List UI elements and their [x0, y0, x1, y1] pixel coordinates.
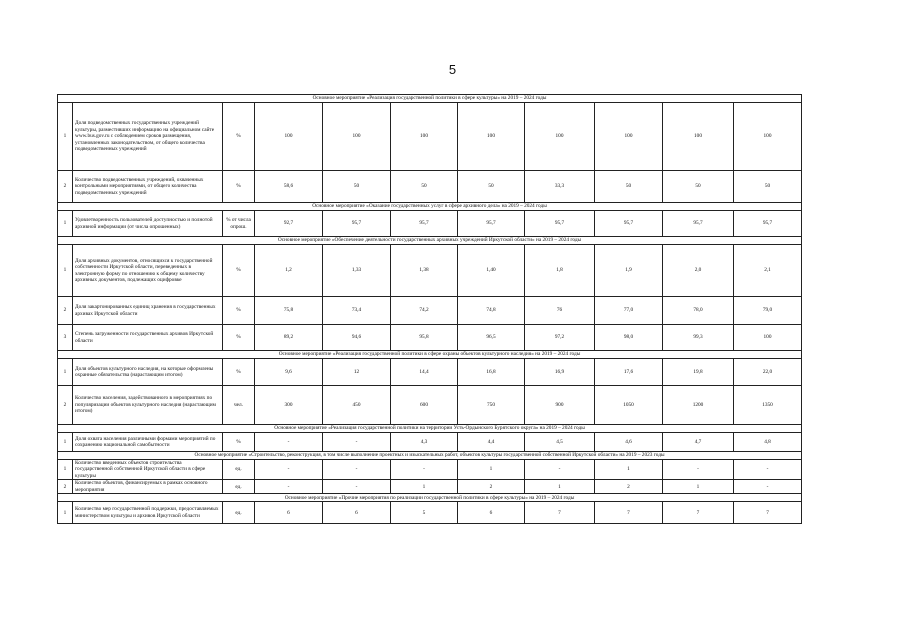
indicator-name: Количество населения, задействованного в мероприятиях по популяризации объектов культурного наследия (нарастающим итогом) [73, 386, 223, 425]
indicator-value: 95,7 [323, 211, 391, 237]
indicator-value: 89,2 [255, 325, 323, 351]
page-number: 5 [448, 62, 457, 77]
row-number: 2 [58, 386, 73, 425]
indicator-unit: % [223, 171, 255, 203]
table-row [58, 325, 802, 351]
indicator-name: Доля охвата населения различными формами мероприятий по сохранению национальной самобытности [73, 433, 223, 452]
indicator-value: 92,7 [255, 211, 323, 237]
indicator-name: Количество мер государственной поддержки, предоставляемых министерством культуры и архивов Иркутской области [73, 502, 223, 524]
indicator-name: Степень загруженности государственных архивов Иркутской области [73, 325, 223, 351]
indicator-value: 78,0 [663, 297, 734, 325]
indicator-value: 73,4 [323, 297, 391, 325]
section-title: Основное мероприятие «Оказание государственных услуг в сфере архивного дела» на 2019 – 2024 годы [58, 203, 802, 211]
indicator-unit: чел. [223, 386, 255, 425]
indicator-value: 4,8 [734, 433, 802, 452]
section-title: Основное мероприятие «Реализация государственной политики в сфере охраны объектов культурного наследия» на 2019 – 2024 годы [58, 351, 802, 359]
indicator-value: 97,2 [525, 325, 595, 351]
indicator-name: Количество введенных объектов строительства государственной собственной Иркутской области в сфере культуры [73, 460, 223, 480]
row-number: 3 [58, 325, 73, 351]
indicator-value: - [663, 460, 734, 480]
indicator-value: 33,3 [525, 171, 595, 203]
indicator-value: 5 [391, 502, 458, 524]
indicator-value: 76 [525, 297, 595, 325]
indicators-table-body [58, 95, 802, 524]
indicator-value: 1 [663, 480, 734, 494]
indicator-value: 58,6 [255, 171, 323, 203]
indicator-value: 6 [458, 502, 525, 524]
indicator-unit: % [223, 103, 255, 171]
indicator-value: 100 [255, 103, 323, 171]
indicator-value: 77,0 [595, 297, 663, 325]
indicator-value: 1 [458, 460, 525, 480]
indicator-value: 1,8 [525, 245, 595, 297]
indicator-value: 600 [391, 386, 458, 425]
table-row [58, 297, 802, 325]
indicator-value: 4,3 [391, 433, 458, 452]
indicator-value: 9,6 [255, 359, 323, 386]
table-row [58, 480, 802, 494]
row-number: 1 [58, 211, 73, 237]
indicator-value: 95,7 [525, 211, 595, 237]
indicator-value: 1050 [595, 386, 663, 425]
indicator-value: 450 [323, 386, 391, 425]
indicator-value: 94,6 [323, 325, 391, 351]
indicator-value: 300 [255, 386, 323, 425]
indicator-value: 100 [458, 103, 525, 171]
indicator-value: - [391, 460, 458, 480]
indicator-value: 50 [663, 171, 734, 203]
indicator-value: 75,8 [255, 297, 323, 325]
row-number: 1 [58, 502, 73, 524]
indicator-value: 1 [391, 480, 458, 494]
indicator-value: 95,7 [595, 211, 663, 237]
indicator-value: 2,0 [663, 245, 734, 297]
indicator-value: 100 [525, 103, 595, 171]
indicator-value: 50 [595, 171, 663, 203]
indicator-name: Доля подведомственных государственных учреждений культуры, разместивших информацию на официальном сайте www.bus.gov.ru с соблюдением сроков размещения, установленных законодательством, от общего количества подведомственных учреждений [73, 103, 223, 171]
table-row [58, 386, 802, 425]
indicator-value: 750 [458, 386, 525, 425]
indicator-unit: % [223, 297, 255, 325]
row-number: 2 [58, 480, 73, 494]
indicator-value: 1 [595, 460, 663, 480]
indicator-value: 100 [734, 325, 802, 351]
indicator-unit: % [223, 359, 255, 386]
indicator-value: 95,7 [458, 211, 525, 237]
row-number: 1 [58, 103, 73, 171]
indicator-value: 74,8 [458, 297, 525, 325]
section-title: Основное мероприятие «Реализация государственной политики на территории Усть-Ордынского Бурятского округа» на 2019 – 2024 годы [58, 425, 802, 433]
table-row [58, 245, 802, 297]
indicator-value: 1,2 [255, 245, 323, 297]
row-number: 1 [58, 433, 73, 452]
row-number: 1 [58, 245, 73, 297]
row-number: 1 [58, 460, 73, 480]
indicator-value: 16,8 [458, 359, 525, 386]
table-row [58, 103, 802, 171]
indicator-name: Удовлетворенность пользователей доступностью и полнотой архивной информации (от числа опрошенных) [73, 211, 223, 237]
indicator-value: 100 [323, 103, 391, 171]
indicator-value: 50 [734, 171, 802, 203]
indicator-value: 7 [525, 502, 595, 524]
section-header-row [58, 237, 802, 245]
indicator-value: 7 [595, 502, 663, 524]
table-row [58, 359, 802, 386]
indicator-value: - [323, 433, 391, 452]
row-number: 2 [58, 171, 73, 203]
indicator-value: 1200 [663, 386, 734, 425]
table-row [58, 433, 802, 452]
indicator-name: Количество объектов, финансируемых в рамках основного мероприятия [73, 480, 223, 494]
indicator-value: 4,5 [525, 433, 595, 452]
indicator-value: 100 [595, 103, 663, 171]
section-title: Основное мероприятие «Строительство, реконструкция, в том числе выполнение проектных и изыскательных работ, объектов культуры государственной собственной Иркутской области» на 2019 – 2023 годы [58, 452, 802, 460]
indicator-unit: ед. [223, 460, 255, 480]
indicator-unit: % [223, 433, 255, 452]
indicator-value: 4,7 [663, 433, 734, 452]
indicator-value: - [734, 480, 802, 494]
indicator-value: 79,0 [734, 297, 802, 325]
indicator-value: - [734, 460, 802, 480]
indicator-value: 98,0 [595, 325, 663, 351]
indicator-value: 1,33 [323, 245, 391, 297]
section-title: Основное мероприятие «Реализация государственной политики в сфере культуры» на 2019 – 2024 годы [58, 95, 802, 103]
indicator-value: 12 [323, 359, 391, 386]
indicator-value: 96,5 [458, 325, 525, 351]
indicator-value: 22,0 [734, 359, 802, 386]
section-title: Основное мероприятие «Прочие мероприятия по реализации государственной политики в сфере культуры» на 2019 – 2024 годы [58, 494, 802, 502]
section-header-row [58, 494, 802, 502]
indicator-value: 100 [663, 103, 734, 171]
indicator-unit: ед. [223, 502, 255, 524]
indicator-value: 1,40 [458, 245, 525, 297]
table-row [58, 171, 802, 203]
indicator-value: 900 [525, 386, 595, 425]
indicator-name: Доля архивных документов, относящихся к государственной собственности Иркутской области, переведенных в электронную форму по отношению к общему количеству архивных документов, подлежащих оцифровке [73, 245, 223, 297]
section-header-row [58, 425, 802, 433]
indicator-value: - [323, 460, 391, 480]
indicators-table [57, 94, 802, 524]
indicator-name: Доля объектов культурного наследия, на которые оформлены охранные обязательства (нарастающим итогом) [73, 359, 223, 386]
indicator-value: 6 [323, 502, 391, 524]
row-number: 2 [58, 297, 73, 325]
section-title: Основное мероприятие «Обеспечение деятельности государственных архивных учреждений Иркутской области» на 2019 – 2024 годы [58, 237, 802, 245]
indicator-value: 50 [458, 171, 525, 203]
indicator-value: 74,2 [391, 297, 458, 325]
indicator-value: 50 [391, 171, 458, 203]
indicator-value: - [525, 460, 595, 480]
indicator-value: 95,7 [734, 211, 802, 237]
indicator-value: 2,1 [734, 245, 802, 297]
indicator-value: 50 [323, 171, 391, 203]
section-header-row [58, 95, 802, 103]
indicator-value: 17,6 [595, 359, 663, 386]
table-row [58, 502, 802, 524]
section-header-row [58, 203, 802, 211]
indicator-value: 4,4 [458, 433, 525, 452]
indicator-value: 2 [595, 480, 663, 494]
section-header-row [58, 452, 802, 460]
indicator-name: Количество подведомственных учреждений, охваченных контрольными мероприятиями, от общего количества подведомственных учреждений [73, 171, 223, 203]
section-header-row [58, 351, 802, 359]
indicator-unit: ед. [223, 480, 255, 494]
indicator-name: Доля закартонированных единиц хранения в государственных архивах Иркутской области [73, 297, 223, 325]
indicator-value: 1350 [734, 386, 802, 425]
indicator-unit: % от числа опрош. [223, 211, 255, 237]
indicator-value: 1 [525, 480, 595, 494]
indicator-value: - [323, 480, 391, 494]
indicator-value: 7 [734, 502, 802, 524]
indicator-value: 1,9 [595, 245, 663, 297]
indicator-value: 2 [458, 480, 525, 494]
indicator-value: 19,8 [663, 359, 734, 386]
indicator-value: - [255, 460, 323, 480]
indicator-value: 95,8 [391, 325, 458, 351]
indicator-value: 4,6 [595, 433, 663, 452]
row-number: 1 [58, 359, 73, 386]
indicator-value: 95,7 [391, 211, 458, 237]
indicator-value: 99,3 [663, 325, 734, 351]
indicator-value: - [255, 433, 323, 452]
indicator-value: 100 [734, 103, 802, 171]
indicator-value: - [255, 480, 323, 494]
indicator-value: 6 [255, 502, 323, 524]
table-row [58, 211, 802, 237]
indicator-value: 100 [391, 103, 458, 171]
indicator-unit: % [223, 325, 255, 351]
indicator-value: 1,38 [391, 245, 458, 297]
indicator-unit: % [223, 245, 255, 297]
indicator-value: 16,9 [525, 359, 595, 386]
table-row [58, 460, 802, 480]
indicator-value: 95,7 [663, 211, 734, 237]
indicator-value: 7 [663, 502, 734, 524]
indicator-value: 14,4 [391, 359, 458, 386]
